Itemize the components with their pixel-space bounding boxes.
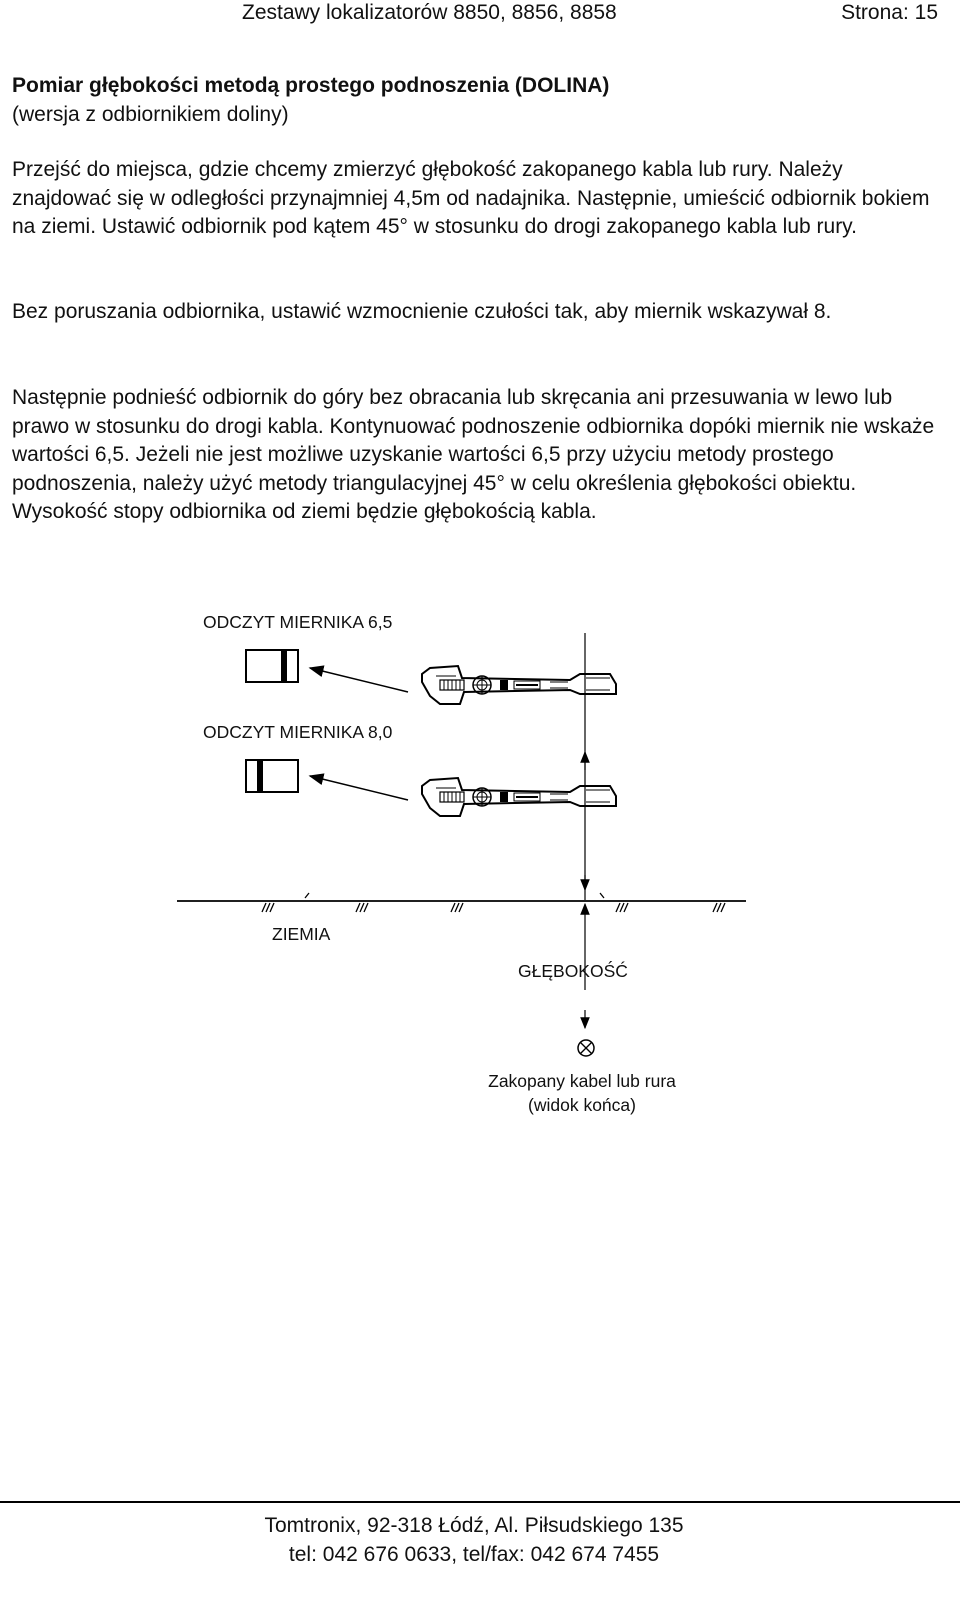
footer-address: Tomtronix, 92-318 Łódź, Al. Piłsudskiego 135 bbox=[264, 1514, 684, 1537]
receiver-raised-icon bbox=[422, 666, 616, 704]
paragraph-1: Przejść do miejsca, gdzie chcemy zmierzyć głębokość zakopanego kabla lub rury. Należy znajdować się w odległości przynajmniej 4,5m od nadajnika. Następnie, umieścić odbiornik bokiem na ziemi. Ustawić odbiornik pod kątem 45° w stosunku do drogi zakopanego kabla lub rury. bbox=[12, 158, 930, 238]
meter-label-65: ODCZYT MIERNIKA 6,5 bbox=[203, 612, 393, 632]
depth-label: GŁĘBOKOŚĆ bbox=[518, 961, 628, 981]
arrow-to-meter-80 bbox=[310, 776, 408, 800]
receiver-ground-icon bbox=[422, 778, 616, 816]
buried-cable-icon bbox=[578, 1040, 594, 1056]
footer-divider bbox=[0, 1501, 960, 1503]
header-document-title: Zestawy lokalizatorów 8850, 8856, 8858 bbox=[242, 1, 617, 24]
ground-label: ZIEMIA bbox=[272, 924, 331, 944]
paragraph-3: Następnie podnieść odbiornik do góry bez obracania lub skręcania ani przesuwania w lewo lub prawo w stosunku do drogi kabla. Kontynuować podnoszenie odbiornika dopóki miernik nie wskaże wartości 6,5. Jeżeli nie jest możliwe uzyskanie wartości 6,5 przy użyciu metody prostego podnoszenia, należy użyć metody triangulacyjnej 45° w celu określenia głębokości obiektu. Wysokość stopy odbiornika od ziemi będzie głębokością kabla. bbox=[12, 386, 935, 523]
section-subtitle: (wersja z odbiornikiem doliny) bbox=[12, 103, 289, 126]
ground-line bbox=[177, 893, 746, 912]
arrow-to-meter-65 bbox=[310, 668, 408, 692]
cable-label-line2: (widok końca) bbox=[528, 1095, 636, 1115]
meter-indicator-65 bbox=[246, 650, 298, 682]
meter-label-80: ODCZYT MIERNIKA 8,0 bbox=[203, 722, 393, 742]
header-page-number: Strona: 15 bbox=[841, 1, 938, 24]
section-title: Pomiar głębokości metodą prostego podnoszenia (DOLINA) bbox=[12, 74, 610, 97]
footer-phone: tel: 042 676 0633, tel/fax: 042 674 7455 bbox=[288, 1543, 660, 1566]
paragraph-2: Bez poruszania odbiornika, ustawić wzmocnienie czułości tak, aby miernik wskazywał 8. bbox=[12, 300, 832, 323]
cable-label-line1: Zakopany kabel lub rura bbox=[488, 1071, 676, 1091]
meter-indicator-80 bbox=[246, 760, 298, 792]
